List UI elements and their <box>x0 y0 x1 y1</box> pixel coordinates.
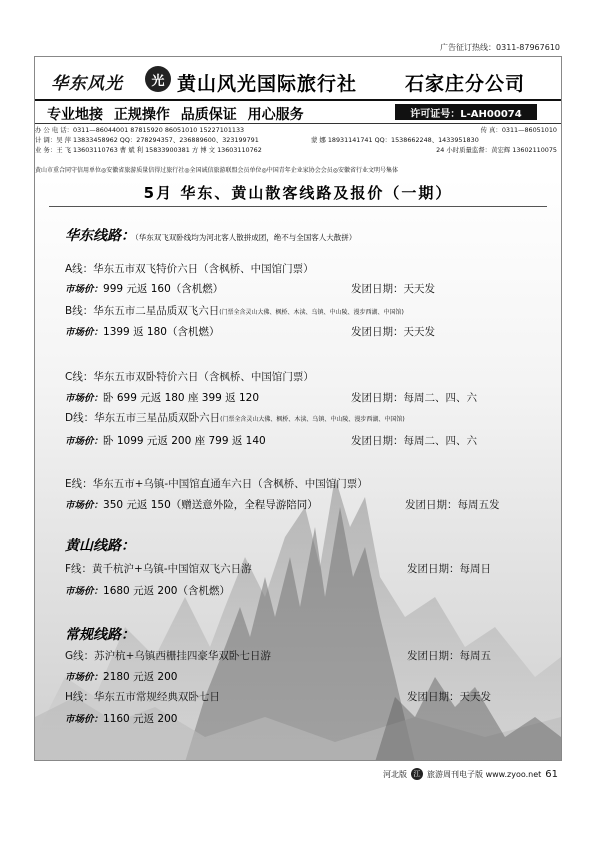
price-value: 350 元返 150（赠送意外险，全程导游陪同） <box>103 499 318 511</box>
price-value: 卧 1099 元返 200 座 799 返 140 <box>103 435 266 447</box>
slogan-divider <box>35 123 561 124</box>
route-d-line <box>65 410 405 425</box>
price-value: 卧 699 元返 180 座 399 返 120 <box>103 392 260 404</box>
contact-row <box>35 145 561 155</box>
ad-hotline: 广告征订热线：0311-87967610 <box>440 43 560 52</box>
slogan-bar <box>35 104 561 122</box>
price-value: 1680 元返 200（含机燃） <box>103 585 230 597</box>
page-title: 5月 华东、黄山散客线路及报价（一期） <box>143 184 453 202</box>
page-footer <box>340 768 558 780</box>
route-c-price <box>65 390 259 405</box>
page-number: 61 <box>545 768 558 780</box>
contact-row <box>35 125 561 135</box>
company-name: 黄山风光国际旅行社 <box>177 73 358 95</box>
route-c-schedule: 发团日期：每周二、四、六 <box>351 392 477 404</box>
route-e-line: E线：华东五市+乌镇-中国馆直通车六日（含枫桥、中国馆门票） <box>65 478 368 490</box>
price-label: 市场价： <box>65 284 104 295</box>
price-value: 2180 元返 200 <box>103 671 178 683</box>
price-value: 1160 元返 200 <box>103 713 178 725</box>
price-label: 市场价： <box>65 672 104 683</box>
route-c-line: C线：华东五市双卧特价六日（含枫桥、中国馆门票） <box>65 371 314 383</box>
membership-line: 黄山市重合同守信用单位◎安徽省旅游质量信得过旅行社◎全国诚信旅游联盟会员单位◎中国青年企业家协会会员◎安徽省行业文明号集体 <box>35 167 398 174</box>
route-f-line: F线：黄千杭沪+乌镇-中国馆双飞六日游 <box>65 563 252 575</box>
page-frame <box>34 56 562 761</box>
price-label: 市场价： <box>65 436 104 447</box>
route-e-price <box>65 497 318 512</box>
slogan: 专业地接 正规操作 品质保证 用心服务 <box>47 107 304 123</box>
price-label: 市场价： <box>65 586 104 597</box>
header <box>35 57 561 174</box>
route-a-schedule: 发团日期：天天发 <box>351 283 435 295</box>
logo-script-text: 华东风光 <box>51 74 123 94</box>
route-g-schedule: 发团日期：每周五 <box>407 650 491 662</box>
route-a-price <box>65 281 223 296</box>
footer-logo-icon: 江 <box>411 768 423 780</box>
footer-site: 旅游周刊电子版 www.zyoo.net <box>427 769 542 779</box>
route-d-schedule: 发团日期：每周二、四、六 <box>351 435 477 447</box>
price-label: 市场价： <box>65 327 104 338</box>
header-divider <box>35 99 561 101</box>
route-f-schedule: 发团日期：每周日 <box>407 563 491 575</box>
contact-quality: 24 小时质量监督：黄宏辉 13602110075 <box>436 146 557 154</box>
section-huadong-note: （华东双飞双卧线均为河北客人散拼成团，绝不与全国客人大散拼） <box>135 233 357 242</box>
route-d-title: D线：华东五市三星品质双卧六日 <box>65 412 221 424</box>
route-h-line: H线：华东五市常规经典双卧七日 <box>65 691 220 703</box>
contact-office: 办 公 电 话：0311—86044001 87815920 86051010 15227101133 <box>35 126 245 134</box>
title-divider <box>49 206 547 207</box>
contact-row <box>35 135 561 145</box>
logo-mark-icon: 光 <box>145 66 171 92</box>
route-d-price <box>65 433 266 448</box>
price-value: 1399 返 180（含机燃） <box>103 326 220 338</box>
route-e-schedule: 发团日期：每周五发 <box>405 499 500 511</box>
branch-name: 石家庄分公司 <box>405 73 526 95</box>
route-g-price <box>65 669 177 684</box>
route-b-line <box>65 303 404 318</box>
contact-planner: 计 调：吴 萍 13833458962 QQ：278294357、236889600、323199791 <box>35 136 259 144</box>
section-huadong-head: 华东线路： <box>65 228 135 244</box>
section-regular: 常规线路： <box>65 627 135 643</box>
route-b-title: B线：华东五市二星品质双飞六日 <box>65 305 220 317</box>
price-value: 999 元返 160（含机燃） <box>103 283 224 295</box>
price-label: 市场价： <box>65 714 104 725</box>
route-a-line: A线：华东五市双飞特价六日（含枫桥、中国馆门票） <box>65 263 314 275</box>
route-h-schedule: 发团日期：天天发 <box>407 691 491 703</box>
price-label: 市场价： <box>65 393 104 404</box>
route-b-schedule: 发团日期：天天发 <box>351 326 435 338</box>
route-b-note: (门票全含灵山大佛、枫桥、木渎、乌镇、中山陵、漫步西湖、中国馆) <box>219 309 404 316</box>
route-b-price <box>65 324 219 339</box>
section-huadong <box>65 225 356 245</box>
section-huangshan: 黄山线路： <box>65 538 135 554</box>
contact-block <box>35 125 561 155</box>
route-f-price <box>65 583 230 598</box>
contact-sales: 业 务：王 飞 13603110763 曹 斌 利 15833900381 方 博 文 13603110762 <box>35 146 262 154</box>
footer-edition: 河北版 <box>383 769 408 779</box>
route-h-price <box>65 711 177 726</box>
license-badge: 许可证号：L-AH00074 <box>395 104 537 120</box>
route-g-line: G线：苏沪杭+乌镇西栅挂四豪华双卧七日游 <box>65 650 271 662</box>
price-label: 市场价： <box>65 500 104 511</box>
contact-planner-2: 蒙 娜 18931141741 QQ：1538662248、1433951830 <box>311 136 479 144</box>
contact-fax: 传 真：0311—86051010 <box>480 126 557 134</box>
route-d-note: (门票全含灵山大佛、枫桥、木渎、乌镇、中山陵、漫步西湖、中国馆) <box>220 416 405 423</box>
